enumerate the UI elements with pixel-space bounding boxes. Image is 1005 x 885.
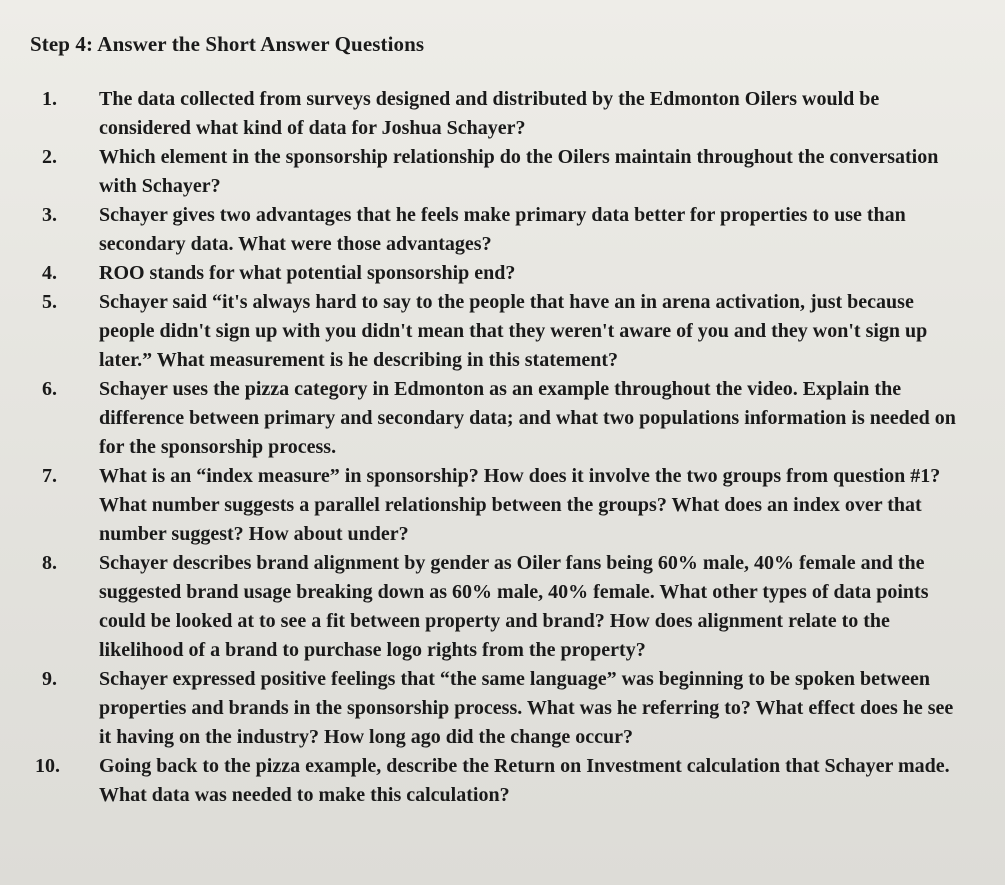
- question-text: Which element in the sponsorship relationship do the Oilers maintain throughout the conversation with Schayer?: [99, 146, 939, 197]
- question-item-1: [0, 85, 1005, 143]
- question-item-3: [0, 201, 1005, 259]
- question-number: 6.: [42, 378, 57, 400]
- question-list: [0, 85, 1005, 810]
- question-text: Schayer expressed positive feelings that “the same language” was beginning to be spoken between properties and brands in the sponsorship process. What was he referring to? What effect does he see it having on the industry? How long ago did the change occur?: [99, 668, 954, 748]
- question-text: ROO stands for what potential sponsorship end?: [99, 262, 516, 284]
- question-text: The data collected from surveys designed and distributed by the Edmonton Oilers would be considered what kind of data for Joshua Schayer?: [99, 88, 880, 139]
- question-text: Schayer uses the pizza category in Edmonton as an example throughout the video. Explain the difference between primary and secondary data; and what two populations information is needed on for the sponsorship process.: [99, 378, 956, 458]
- question-item-8: [0, 549, 1005, 665]
- question-item-6: [0, 375, 1005, 462]
- question-number: 10.: [35, 755, 60, 777]
- question-number: 8.: [42, 552, 57, 574]
- question-item-10: [0, 752, 1005, 810]
- question-item-9: [0, 665, 1005, 752]
- question-text: What is an “index measure” in sponsorship? How does it involve the two groups from question #1? What number suggests a parallel relationship between the groups? What does an index over that number suggest? How about under?: [99, 465, 941, 545]
- question-text: Going back to the pizza example, describe the Return on Investment calculation that Schayer made. What data was needed to make this calculation?: [99, 755, 950, 806]
- question-text: Schayer said “it's always hard to say to the people that have an in arena activation, just because people didn't sign up with you didn't mean that they weren't aware of you and they won't sign up later.” What measurement is he describing in this statement?: [99, 291, 928, 371]
- question-text: Schayer gives two advantages that he feels make primary data better for properties to use than secondary data. What were those advantages?: [99, 204, 906, 255]
- question-item-7: [0, 462, 1005, 549]
- question-number: 5.: [42, 291, 57, 313]
- question-item-2: [0, 143, 1005, 201]
- question-number: 2.: [42, 146, 57, 168]
- question-text: Schayer describes brand alignment by gender as Oiler fans being 60% male, 40% female and the suggested brand usage breaking down as 60% male, 40% female. What other types of data points could be looked at to see a fit between property and brand? How does alignment relate to the likelihood of a brand to purchase logo rights from the property?: [99, 552, 929, 661]
- question-number: 3.: [42, 204, 57, 226]
- question-number: 7.: [42, 465, 57, 487]
- question-number: 9.: [42, 668, 57, 690]
- question-item-4: [0, 259, 1005, 288]
- question-number: 4.: [42, 262, 57, 284]
- question-number: 1.: [42, 88, 57, 110]
- page-title: Step 4: Answer the Short Answer Questions: [30, 32, 425, 56]
- question-item-5: [0, 288, 1005, 375]
